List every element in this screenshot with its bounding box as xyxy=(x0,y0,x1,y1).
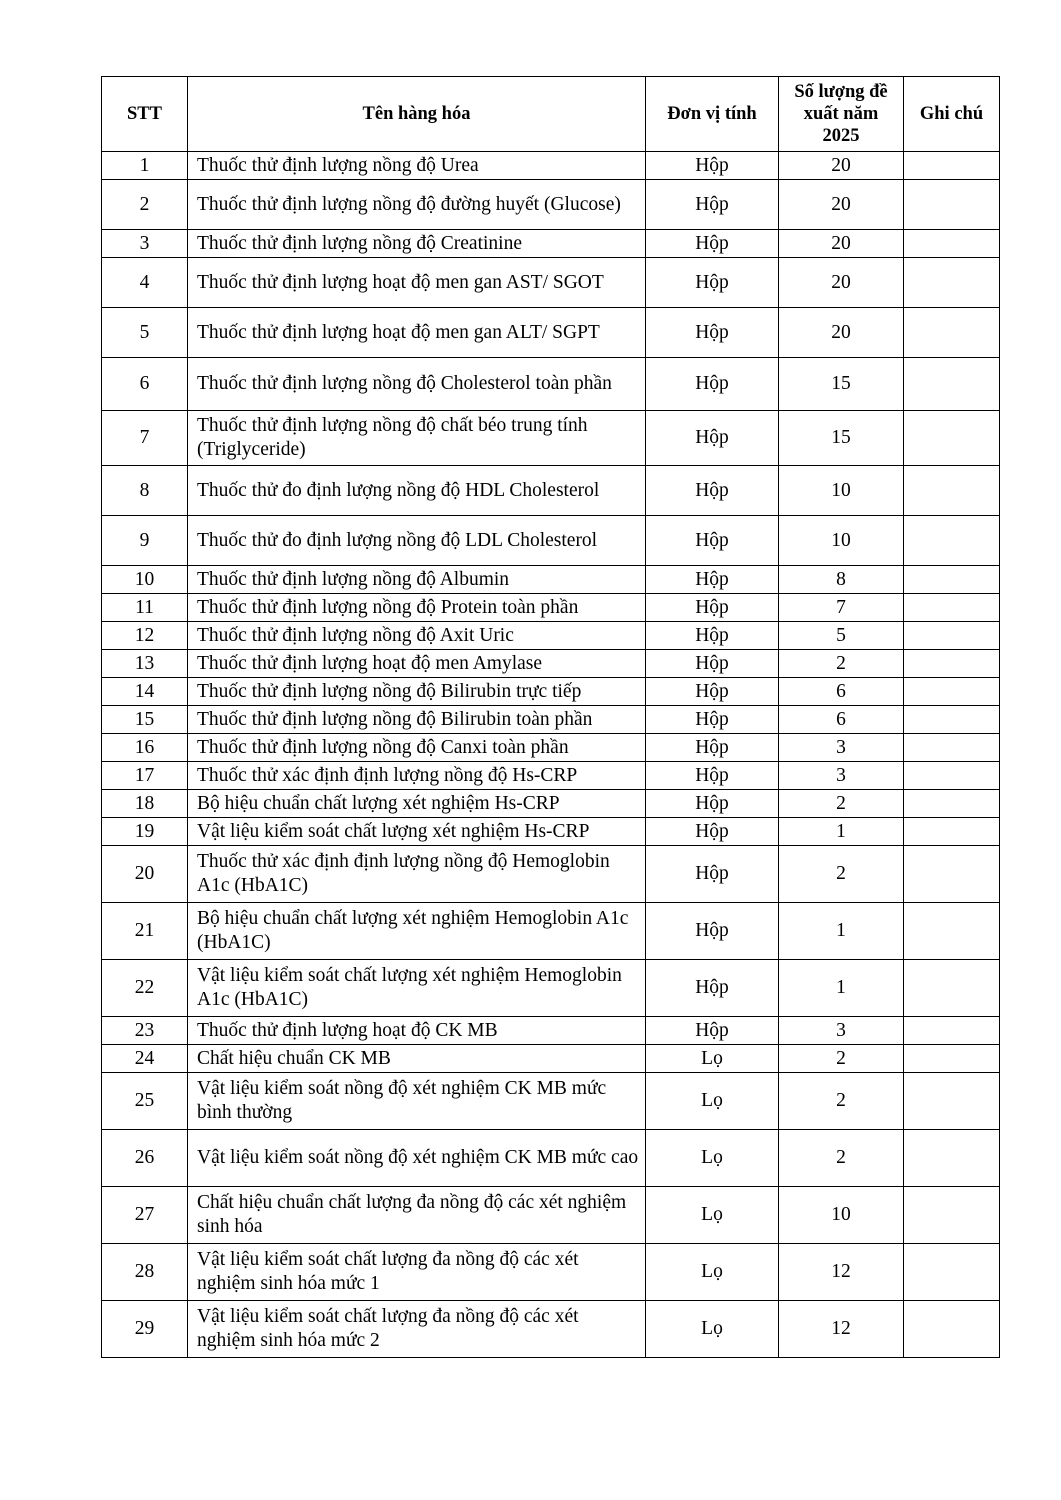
row-quantity: 1 xyxy=(779,903,904,960)
table-row xyxy=(102,1301,1000,1358)
row-unit: Hộp xyxy=(646,650,779,678)
row-quantity: 6 xyxy=(779,706,904,734)
row-quantity: 20 xyxy=(779,180,904,230)
row-stt: 9 xyxy=(102,516,188,566)
row-stt: 29 xyxy=(102,1301,188,1358)
header-unit: Đơn vị tính xyxy=(646,77,779,152)
row-unit: Hộp xyxy=(646,152,779,180)
row-quantity: 2 xyxy=(779,790,904,818)
row-note xyxy=(904,622,1000,650)
row-name: Thuốc thử xác định định lượng nồng độ Hs-CRP xyxy=(188,762,646,790)
table-row xyxy=(102,566,1000,594)
row-unit: Hộp xyxy=(646,622,779,650)
row-unit: Lọ xyxy=(646,1130,779,1187)
table-row xyxy=(102,846,1000,903)
table-row xyxy=(102,466,1000,516)
row-unit: Hộp xyxy=(646,566,779,594)
row-quantity: 20 xyxy=(779,230,904,258)
row-name: Thuốc thử định lượng nồng độ Bilirubin trực tiếp xyxy=(188,678,646,706)
table-row xyxy=(102,516,1000,566)
row-note xyxy=(904,1187,1000,1244)
table-row xyxy=(102,258,1000,308)
row-note xyxy=(904,903,1000,960)
row-stt: 26 xyxy=(102,1130,188,1187)
header-stt: STT xyxy=(102,77,188,152)
row-unit: Hộp xyxy=(646,466,779,516)
row-unit: Lọ xyxy=(646,1073,779,1130)
row-stt: 18 xyxy=(102,790,188,818)
row-unit: Hộp xyxy=(646,594,779,622)
row-stt: 19 xyxy=(102,818,188,846)
row-quantity: 6 xyxy=(779,678,904,706)
table-row xyxy=(102,1073,1000,1130)
row-stt: 15 xyxy=(102,706,188,734)
row-note xyxy=(904,566,1000,594)
row-stt: 20 xyxy=(102,846,188,903)
table-row xyxy=(102,762,1000,790)
table-row xyxy=(102,1187,1000,1244)
row-note xyxy=(904,960,1000,1017)
row-quantity: 1 xyxy=(779,818,904,846)
row-name: Vật liệu kiểm soát chất lượng xét nghiệm Hemoglobin A1c (HbA1C) xyxy=(188,960,646,1017)
row-note xyxy=(904,1130,1000,1187)
row-quantity: 10 xyxy=(779,466,904,516)
row-stt: 28 xyxy=(102,1244,188,1301)
row-note xyxy=(904,706,1000,734)
row-quantity: 7 xyxy=(779,594,904,622)
row-unit: Hộp xyxy=(646,790,779,818)
row-unit: Hộp xyxy=(646,960,779,1017)
goods-table xyxy=(101,76,1000,1358)
row-unit: Hộp xyxy=(646,678,779,706)
row-note xyxy=(904,230,1000,258)
row-unit: Hộp xyxy=(646,762,779,790)
table-row xyxy=(102,358,1000,411)
table-row xyxy=(102,1045,1000,1073)
row-unit: Lọ xyxy=(646,1301,779,1358)
table-row xyxy=(102,734,1000,762)
row-stt: 12 xyxy=(102,622,188,650)
row-stt: 4 xyxy=(102,258,188,308)
row-note xyxy=(904,180,1000,230)
row-stt: 25 xyxy=(102,1073,188,1130)
row-name: Thuốc thử định lượng nồng độ Canxi toàn phần xyxy=(188,734,646,762)
row-name: Vật liệu kiểm soát chất lượng xét nghiệm Hs-CRP xyxy=(188,818,646,846)
row-name: Thuốc thử định lượng hoạt độ men Amylase xyxy=(188,650,646,678)
row-name: Thuốc thử định lượng nồng độ Axit Uric xyxy=(188,622,646,650)
table-row xyxy=(102,411,1000,466)
row-stt: 14 xyxy=(102,678,188,706)
row-quantity: 15 xyxy=(779,411,904,466)
row-stt: 24 xyxy=(102,1045,188,1073)
row-unit: Hộp xyxy=(646,358,779,411)
row-note xyxy=(904,1017,1000,1045)
row-quantity: 12 xyxy=(779,1301,904,1358)
row-unit: Lọ xyxy=(646,1187,779,1244)
row-quantity: 10 xyxy=(779,516,904,566)
table-row xyxy=(102,230,1000,258)
row-name: Bộ hiệu chuẩn chất lượng xét nghiệm Hemoglobin A1c (HbA1C) xyxy=(188,903,646,960)
row-name: Bộ hiệu chuẩn chất lượng xét nghiệm Hs-CRP xyxy=(188,790,646,818)
row-name: Thuốc thử định lượng hoạt độ CK MB xyxy=(188,1017,646,1045)
row-note xyxy=(904,650,1000,678)
row-quantity: 2 xyxy=(779,650,904,678)
row-stt: 5 xyxy=(102,308,188,358)
row-name: Thuốc thử định lượng nồng độ Urea xyxy=(188,152,646,180)
table-row xyxy=(102,1130,1000,1187)
row-quantity: 2 xyxy=(779,1045,904,1073)
row-unit: Hộp xyxy=(646,706,779,734)
row-note xyxy=(904,762,1000,790)
row-unit: Hộp xyxy=(646,846,779,903)
row-note xyxy=(904,411,1000,466)
row-name: Vật liệu kiểm soát nồng độ xét nghiệm CK MB mức cao xyxy=(188,1130,646,1187)
row-quantity: 2 xyxy=(779,1073,904,1130)
row-stt: 11 xyxy=(102,594,188,622)
row-note xyxy=(904,1045,1000,1073)
row-name: Chất hiệu chuẩn chất lượng đa nồng độ các xét nghiệm sinh hóa xyxy=(188,1187,646,1244)
table-row xyxy=(102,650,1000,678)
table-row xyxy=(102,308,1000,358)
row-note xyxy=(904,846,1000,903)
row-name: Thuốc thử định lượng nồng độ Albumin xyxy=(188,566,646,594)
row-name: Thuốc thử định lượng hoạt độ men gan AST/ SGOT xyxy=(188,258,646,308)
table-row xyxy=(102,678,1000,706)
row-note xyxy=(904,678,1000,706)
row-note xyxy=(904,152,1000,180)
table-row xyxy=(102,594,1000,622)
row-name: Chất hiệu chuẩn CK MB xyxy=(188,1045,646,1073)
row-name: Thuốc thử định lượng nồng độ đường huyết (Glucose) xyxy=(188,180,646,230)
row-name: Thuốc thử định lượng nồng độ Protein toàn phần xyxy=(188,594,646,622)
row-stt: 6 xyxy=(102,358,188,411)
table-header-row xyxy=(102,77,1000,152)
row-note xyxy=(904,258,1000,308)
table-row xyxy=(102,790,1000,818)
row-stt: 22 xyxy=(102,960,188,1017)
row-unit: Hộp xyxy=(646,903,779,960)
header-note: Ghi chú xyxy=(904,77,1000,152)
row-name: Vật liệu kiểm soát chất lượng đa nồng độ các xét nghiệm sinh hóa mức 2 xyxy=(188,1301,646,1358)
row-stt: 13 xyxy=(102,650,188,678)
row-note xyxy=(904,466,1000,516)
row-unit: Hộp xyxy=(646,734,779,762)
row-stt: 17 xyxy=(102,762,188,790)
row-note xyxy=(904,1301,1000,1358)
row-stt: 16 xyxy=(102,734,188,762)
row-quantity: 2 xyxy=(779,1130,904,1187)
row-quantity: 20 xyxy=(779,258,904,308)
row-unit: Hộp xyxy=(646,516,779,566)
row-quantity: 3 xyxy=(779,1017,904,1045)
row-name: Thuốc thử định lượng nồng độ chất béo trung tính (Triglyceride) xyxy=(188,411,646,466)
row-unit: Hộp xyxy=(646,411,779,466)
row-stt: 21 xyxy=(102,903,188,960)
row-name: Thuốc thử định lượng nồng độ Cholesterol toàn phần xyxy=(188,358,646,411)
table-row xyxy=(102,180,1000,230)
row-quantity: 1 xyxy=(779,960,904,1017)
row-unit: Lọ xyxy=(646,1244,779,1301)
row-unit: Hộp xyxy=(646,308,779,358)
row-name: Vật liệu kiểm soát nồng độ xét nghiệm CK MB mức bình thường xyxy=(188,1073,646,1130)
row-note xyxy=(904,734,1000,762)
table-row xyxy=(102,818,1000,846)
table-row xyxy=(102,903,1000,960)
header-quantity: Số lượng đề xuất năm 2025 xyxy=(779,77,904,152)
row-unit: Hộp xyxy=(646,258,779,308)
row-note xyxy=(904,1244,1000,1301)
row-quantity: 20 xyxy=(779,152,904,180)
row-quantity: 12 xyxy=(779,1244,904,1301)
row-unit: Hộp xyxy=(646,230,779,258)
row-quantity: 3 xyxy=(779,762,904,790)
row-quantity: 5 xyxy=(779,622,904,650)
row-note xyxy=(904,818,1000,846)
row-quantity: 20 xyxy=(779,308,904,358)
table-row xyxy=(102,706,1000,734)
row-note xyxy=(904,358,1000,411)
table-row xyxy=(102,960,1000,1017)
row-note xyxy=(904,308,1000,358)
row-note xyxy=(904,594,1000,622)
row-stt: 8 xyxy=(102,466,188,516)
row-unit: Hộp xyxy=(646,180,779,230)
row-stt: 10 xyxy=(102,566,188,594)
row-name: Thuốc thử định lượng nồng độ Creatinine xyxy=(188,230,646,258)
row-name: Thuốc thử đo định lượng nồng độ HDL Cholesterol xyxy=(188,466,646,516)
row-name: Thuốc thử định lượng nồng độ Bilirubin toàn phần xyxy=(188,706,646,734)
row-name: Thuốc thử xác định định lượng nồng độ Hemoglobin A1c (HbA1C) xyxy=(188,846,646,903)
table-row xyxy=(102,1017,1000,1045)
row-quantity: 2 xyxy=(779,846,904,903)
row-stt: 3 xyxy=(102,230,188,258)
row-name: Vật liệu kiểm soát chất lượng đa nồng độ các xét nghiệm sinh hóa mức 1 xyxy=(188,1244,646,1301)
row-quantity: 10 xyxy=(779,1187,904,1244)
row-stt: 27 xyxy=(102,1187,188,1244)
row-unit: Hộp xyxy=(646,818,779,846)
row-note xyxy=(904,1073,1000,1130)
row-stt: 2 xyxy=(102,180,188,230)
row-quantity: 15 xyxy=(779,358,904,411)
row-unit: Lọ xyxy=(646,1045,779,1073)
row-quantity: 8 xyxy=(779,566,904,594)
row-note xyxy=(904,516,1000,566)
row-quantity: 3 xyxy=(779,734,904,762)
row-name: Thuốc thử định lượng hoạt độ men gan ALT/ SGPT xyxy=(188,308,646,358)
table-row xyxy=(102,622,1000,650)
table-row xyxy=(102,152,1000,180)
row-stt: 1 xyxy=(102,152,188,180)
row-note xyxy=(904,790,1000,818)
row-unit: Hộp xyxy=(646,1017,779,1045)
table-row xyxy=(102,1244,1000,1301)
row-stt: 23 xyxy=(102,1017,188,1045)
row-name: Thuốc thử đo định lượng nồng độ LDL Cholesterol xyxy=(188,516,646,566)
header-name: Tên hàng hóa xyxy=(188,77,646,152)
row-stt: 7 xyxy=(102,411,188,466)
